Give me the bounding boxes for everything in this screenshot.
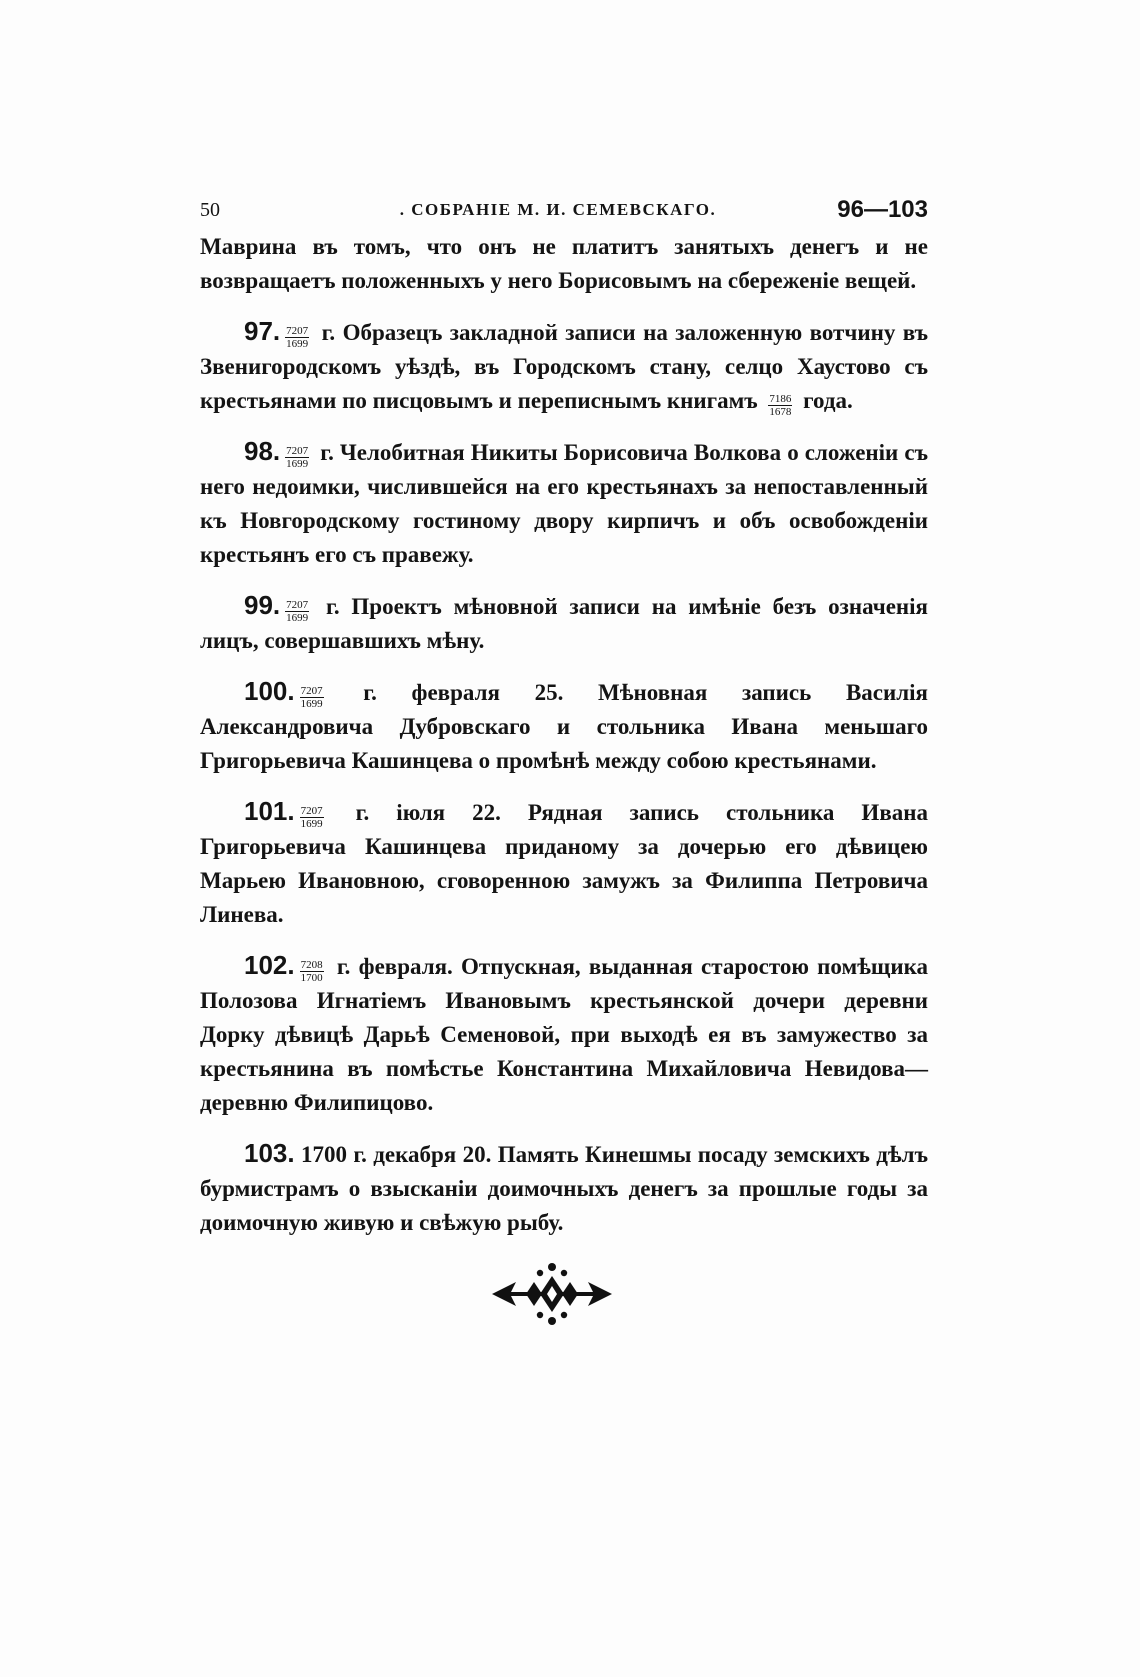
entry-text: г. Челобитная Никиты Борисовича Волкова о сложеніи съ него недоимки, числившейся на его крестьянахъ за непоставленный къ Новгородскому гостиному двору кирпичъ и объ освобожденіи крестьянъ его съ правежу.: [200, 440, 928, 567]
date-fraction: $\frac{7207}{1699}$: [286, 599, 309, 624]
entry-number: 103.: [244, 1138, 295, 1168]
page-number: 50: [200, 199, 220, 221]
date-fraction: $\frac{7208}{1700}$: [300, 959, 323, 984]
entry-number: 97.: [244, 316, 281, 346]
entry-number: 98.: [244, 436, 281, 466]
entry-text: г. Образецъ закладной записи на заложенную вотчину въ Звенигородскомъ уѣздѣ, въ Городскомъ стану, селцо Хаустово съ крестьянами по писцовымъ и переписнымъ книгамъ: [200, 320, 928, 413]
entry-101: [200, 794, 928, 932]
running-header: [200, 190, 928, 230]
entry-text: г. Проектъ мѣновной записи на имѣніе безъ означенія лицъ, совершавшихъ мѣну.: [200, 594, 928, 653]
date-fraction: $\frac{7207}{1699}$: [300, 805, 323, 830]
entry-number: 99.: [244, 590, 281, 620]
entry-99: [200, 588, 928, 658]
page-body: [200, 190, 928, 1256]
entry-number: 101.: [244, 796, 295, 826]
entry-text: г. февраля. Отпускная, выданная старостою помѣщика Полозова Игнатіемъ Ивановымъ крестьянской дочери деревни Дорку дѣвицѣ Дарьѣ Семеновой, при выходѣ ея въ замужество за крестьянина въ помѣстье Константина Михайловича Невидова—деревню Филипицово.: [200, 954, 928, 1115]
fleuron-ornament-icon: [492, 1262, 612, 1326]
entry-102: [200, 948, 928, 1120]
entry-text: г. іюля 22. Рядная запись стольника Ивана Григорьевича Кашинцева приданому за дочерью его дѣвицею Марьею Ивановною, сговоренною замужъ за Филиппа Петровича Линева.: [200, 800, 928, 927]
entry-100: [200, 674, 928, 778]
intro-paragraph: Маврина въ томъ, что онъ не платитъ занятыхъ денегъ и не возвращаетъ положенныхъ у него Борисовымъ на сбереженіе вещей.: [200, 234, 928, 293]
entry-text: г. февраля 25. Мѣновная запись Василія Александровича Дубровскаго и стольника Ивана меньшаго Григорьевича Кашинцева о промѣнѣ между собою крестьянами.: [200, 680, 928, 773]
date-fraction: $\frac{7207}{1699}$: [286, 445, 309, 470]
entry-98: [200, 434, 928, 572]
entry-number: 102.: [244, 950, 295, 980]
entry-number: 100.: [244, 676, 295, 706]
collection-title: . СОБРАНІЕ М. И. СЕМЕВСКАГО.: [399, 200, 717, 219]
entry-97: [200, 314, 928, 418]
date-fraction: $\frac{7186}{1678}$: [769, 393, 792, 418]
date-fraction: $\frac{7207}{1699}$: [286, 325, 309, 350]
entry-text-end: года.: [797, 388, 853, 413]
entry-text: 1700 г. декабря 20. Память Кинешмы посаду земскихъ дѣлъ бурмистрамъ о взысканіи доимочныхъ денегъ за прошлые годы за доимочную живую и свѣжую рыбу.: [200, 1142, 928, 1235]
entry-103: [200, 1136, 928, 1240]
date-fraction: $\frac{7207}{1699}$: [300, 685, 323, 710]
entry-range: 96—103: [837, 196, 928, 223]
